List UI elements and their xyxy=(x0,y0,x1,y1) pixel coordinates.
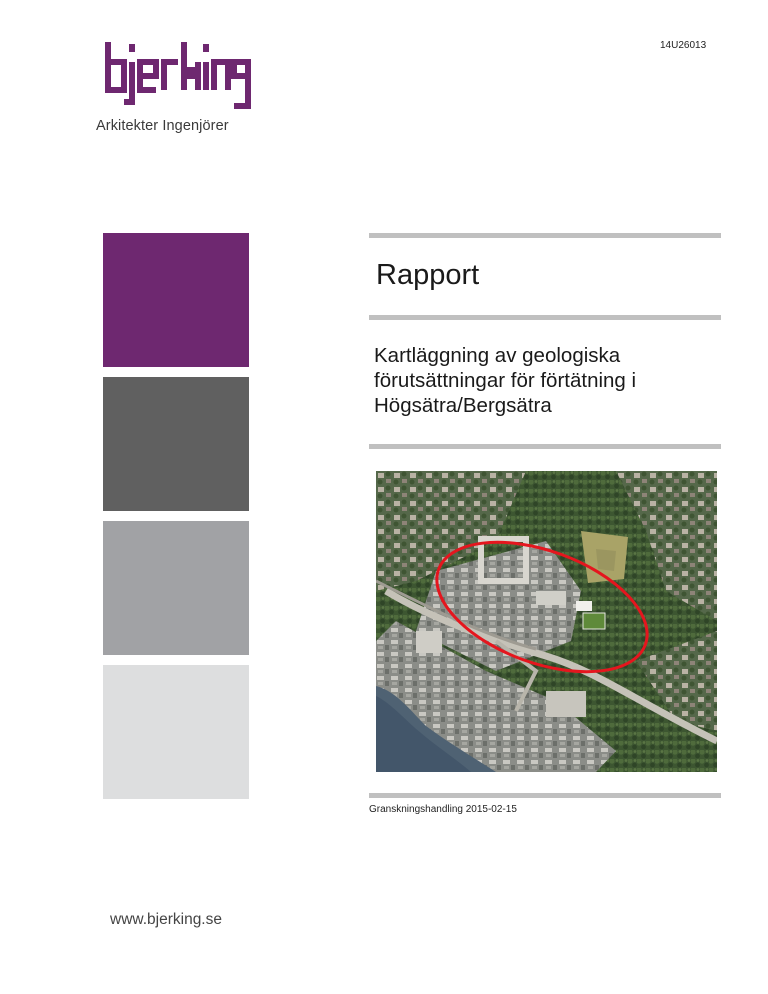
logo-tagline: Arkitekter Ingenjörer xyxy=(96,118,229,134)
aerial-photo-illustration xyxy=(376,471,717,772)
website-link[interactable]: www.bjerking.se xyxy=(110,911,222,928)
report-title xyxy=(374,343,719,418)
report-title-line: Högsätra/Bergsätra xyxy=(374,394,552,417)
document-status: Granskningshandling 2015-02-15 xyxy=(369,804,517,815)
divider-top xyxy=(369,233,721,238)
light-gray-block xyxy=(103,665,249,799)
document-number: 14U26013 xyxy=(660,40,707,51)
purple-block xyxy=(103,233,249,367)
report-title-line: Kartläggning av geologiska xyxy=(374,344,621,367)
divider-under-title xyxy=(369,444,721,449)
bjerking-wordmark-logo xyxy=(102,40,252,112)
divider-bottom xyxy=(369,793,721,798)
report-title-line: förutsättningar för förtätning i xyxy=(374,369,637,392)
company-logo xyxy=(96,40,261,150)
dark-gray-block xyxy=(103,377,249,511)
medium-gray-block xyxy=(103,521,249,655)
aerial-photo xyxy=(376,471,717,772)
document-type: Rapport xyxy=(376,259,480,291)
divider-under-type xyxy=(369,315,721,320)
